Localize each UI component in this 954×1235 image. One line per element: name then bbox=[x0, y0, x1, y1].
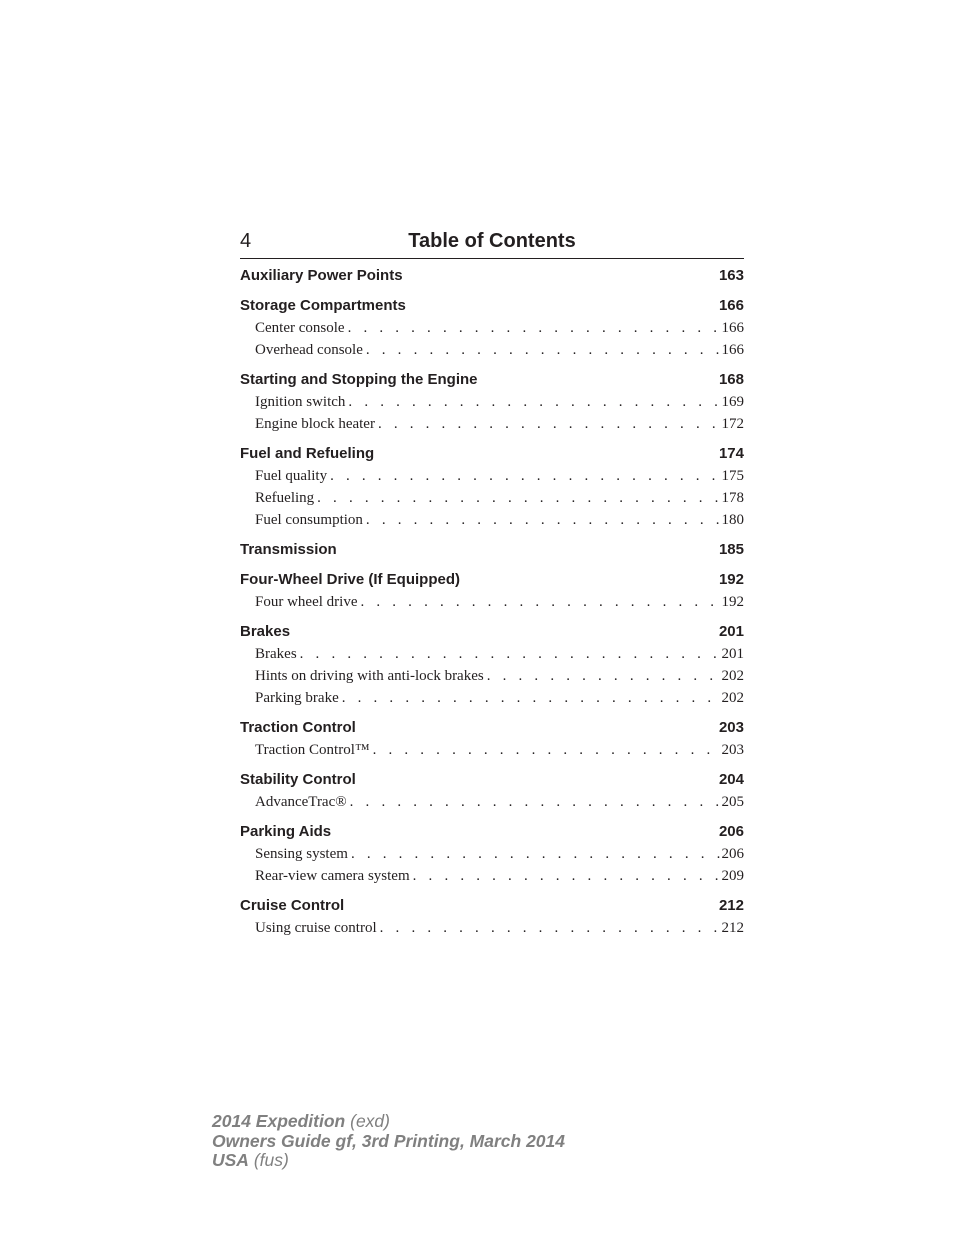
toc-entry-label: Using cruise control bbox=[255, 920, 377, 936]
toc-heading-page: 192 bbox=[718, 571, 744, 588]
toc-entry[interactable] bbox=[240, 865, 744, 887]
page-header bbox=[240, 228, 744, 259]
document-footer bbox=[212, 1112, 565, 1171]
footer-model-code: (exd) bbox=[350, 1111, 390, 1131]
dot-leader bbox=[339, 687, 721, 709]
toc-entry-label: Brakes bbox=[255, 646, 297, 662]
toc-entry-label: Center console bbox=[255, 320, 345, 336]
toc-entry-label: Four wheel drive bbox=[255, 594, 358, 610]
toc-heading-title: Starting and Stopping the Engine bbox=[240, 371, 478, 388]
dot-leader bbox=[370, 739, 721, 761]
toc-entry-page: 178 bbox=[721, 490, 744, 506]
toc-entry[interactable] bbox=[240, 739, 744, 761]
toc-section bbox=[240, 621, 744, 709]
toc-entry[interactable] bbox=[240, 413, 744, 435]
table-of-contents bbox=[240, 265, 744, 947]
toc-heading[interactable] bbox=[240, 539, 744, 561]
toc-entry-label: Parking brake bbox=[255, 690, 339, 706]
toc-heading[interactable] bbox=[240, 443, 744, 465]
toc-entry-label: Rear-view camera system bbox=[255, 868, 410, 884]
toc-entry-page: 206 bbox=[721, 846, 744, 862]
toc-heading[interactable] bbox=[240, 569, 744, 591]
toc-entry-label: Overhead console bbox=[255, 342, 363, 358]
toc-entry-label: Traction Control™ bbox=[255, 742, 370, 758]
toc-entry[interactable] bbox=[240, 509, 744, 531]
toc-entry-label: AdvanceTrac® bbox=[255, 794, 347, 810]
toc-section bbox=[240, 769, 744, 813]
toc-entry-page: 212 bbox=[721, 920, 744, 936]
toc-entry-page: 201 bbox=[721, 646, 744, 662]
toc-entry[interactable] bbox=[240, 791, 744, 813]
toc-entry-page: 202 bbox=[721, 690, 744, 706]
toc-entry[interactable] bbox=[240, 917, 744, 939]
toc-entry-page: 209 bbox=[721, 868, 744, 884]
toc-heading-title: Fuel and Refueling bbox=[240, 445, 375, 462]
toc-heading-title: Brakes bbox=[240, 623, 291, 640]
toc-entry[interactable] bbox=[240, 391, 744, 413]
toc-section bbox=[240, 821, 744, 887]
toc-heading-title: Traction Control bbox=[240, 719, 356, 736]
toc-entry[interactable] bbox=[240, 843, 744, 865]
footer-printing: Owners Guide gf, 3rd Printing, March 2014 bbox=[212, 1130, 565, 1151]
dot-leader bbox=[357, 591, 720, 613]
dot-leader bbox=[327, 465, 720, 487]
toc-section bbox=[240, 717, 744, 761]
toc-entry-page: 166 bbox=[721, 320, 744, 336]
dot-leader bbox=[348, 843, 721, 865]
dot-leader bbox=[375, 413, 721, 435]
toc-heading-title: Stability Control bbox=[240, 771, 356, 788]
toc-entry-page: 192 bbox=[721, 594, 744, 610]
toc-heading[interactable] bbox=[240, 769, 744, 791]
page-title: Table of Contents bbox=[408, 230, 576, 252]
footer-model: 2014 Expedition bbox=[212, 1111, 346, 1131]
toc-section bbox=[240, 569, 744, 613]
toc-entry-page: 203 bbox=[721, 742, 744, 758]
toc-entry-label: Refueling bbox=[255, 490, 315, 506]
toc-entry[interactable] bbox=[240, 665, 744, 687]
toc-heading-title: Transmission bbox=[240, 541, 337, 558]
toc-heading-page: 163 bbox=[718, 267, 744, 284]
toc-heading[interactable] bbox=[240, 895, 744, 917]
dot-leader bbox=[345, 317, 721, 339]
dot-leader bbox=[297, 643, 721, 665]
toc-entry-page: 205 bbox=[721, 794, 744, 810]
dot-leader bbox=[345, 391, 720, 413]
footer-market: USA bbox=[212, 1150, 249, 1170]
toc-section bbox=[240, 265, 744, 287]
toc-heading-page: 166 bbox=[718, 297, 744, 314]
toc-heading-page: 206 bbox=[718, 823, 744, 840]
dot-leader bbox=[363, 339, 721, 361]
toc-entry-page: 180 bbox=[721, 512, 744, 528]
toc-heading[interactable] bbox=[240, 369, 744, 391]
toc-entry-page: 169 bbox=[721, 394, 744, 410]
toc-heading[interactable] bbox=[240, 265, 744, 287]
dot-leader bbox=[377, 917, 721, 939]
dot-leader bbox=[484, 665, 721, 687]
toc-entry-page: 175 bbox=[721, 468, 744, 484]
toc-entry-page: 202 bbox=[721, 668, 744, 684]
toc-section bbox=[240, 539, 744, 561]
toc-heading-title: Storage Compartments bbox=[240, 297, 406, 314]
toc-entry[interactable] bbox=[240, 643, 744, 665]
toc-entry-label: Ignition switch bbox=[255, 394, 346, 410]
toc-heading[interactable] bbox=[240, 621, 744, 643]
toc-entry-label: Sensing system bbox=[255, 846, 348, 862]
toc-heading-title: Parking Aids bbox=[240, 823, 332, 840]
toc-entry-label: Fuel consumption bbox=[255, 512, 363, 528]
toc-entry-page: 166 bbox=[721, 342, 744, 358]
toc-heading[interactable] bbox=[240, 295, 744, 317]
toc-heading-page: 212 bbox=[718, 897, 744, 914]
toc-heading[interactable] bbox=[240, 821, 744, 843]
toc-heading-title: Four-Wheel Drive (If Equipped) bbox=[240, 571, 460, 588]
toc-heading-page: 204 bbox=[718, 771, 744, 788]
toc-section bbox=[240, 369, 744, 435]
dot-leader bbox=[314, 487, 720, 509]
toc-heading-title: Auxiliary Power Points bbox=[240, 267, 403, 284]
footer-market-code: (fus) bbox=[253, 1150, 289, 1170]
toc-heading-page: 185 bbox=[718, 541, 744, 558]
toc-entry[interactable] bbox=[240, 317, 744, 339]
dot-leader bbox=[363, 509, 721, 531]
toc-section bbox=[240, 443, 744, 531]
footer-line-market bbox=[212, 1151, 565, 1171]
page-number: 4 bbox=[240, 230, 252, 252]
toc-entry-page: 172 bbox=[721, 416, 744, 432]
toc-entry[interactable] bbox=[240, 687, 744, 709]
toc-entry[interactable] bbox=[240, 465, 744, 487]
toc-entry[interactable] bbox=[240, 591, 744, 613]
toc-entry[interactable] bbox=[240, 487, 744, 509]
toc-heading-title: Cruise Control bbox=[240, 897, 345, 914]
toc-heading-page: 201 bbox=[718, 623, 744, 640]
toc-heading-page: 174 bbox=[718, 445, 744, 462]
toc-entry[interactable] bbox=[240, 339, 744, 361]
toc-heading-page: 203 bbox=[718, 719, 744, 736]
toc-section bbox=[240, 295, 744, 361]
toc-entry-label: Hints on driving with anti-lock brakes bbox=[255, 668, 484, 684]
toc-section bbox=[240, 895, 744, 939]
toc-entry-label: Engine block heater bbox=[255, 416, 375, 432]
footer-line-model bbox=[212, 1112, 565, 1132]
dot-leader bbox=[347, 791, 721, 813]
toc-heading[interactable] bbox=[240, 717, 744, 739]
toc-heading-page: 168 bbox=[718, 371, 744, 388]
dot-leader bbox=[410, 865, 721, 887]
toc-entry-label: Fuel quality bbox=[255, 468, 328, 484]
